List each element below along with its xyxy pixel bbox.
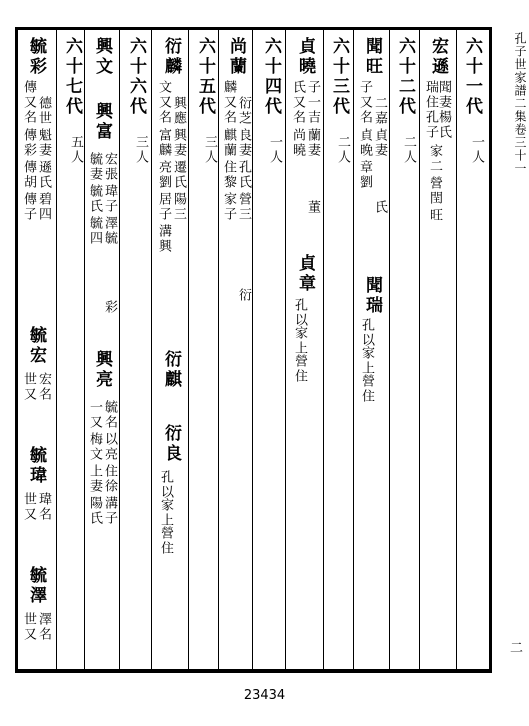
generation-65-count: 三人: [202, 135, 217, 165]
wenwang-line: 氏: [372, 200, 387, 215]
shanglan-line: 麒蘭: [221, 128, 236, 158]
xingliang-line: 上妻: [87, 464, 102, 494]
yucai-line: 德世: [36, 96, 51, 126]
shanglan-line: 衍芝: [236, 96, 251, 126]
generation-62-label: 六十二代: [395, 37, 415, 117]
person-wenwang: 聞旺: [362, 37, 382, 77]
xingfu-line: 宏張: [102, 152, 117, 182]
yucai-line: 遜氏: [36, 160, 51, 190]
yanlin-line: 遷氏: [171, 160, 186, 190]
hongxun-note: 營閏: [427, 176, 442, 206]
generation-61-label: 六十一代: [462, 37, 482, 117]
column-divider: [390, 27, 420, 673]
hongxun-note: 瑞住孔子: [423, 80, 438, 140]
shanglan-line: 營三: [236, 192, 251, 222]
xingliang-line: 梅文: [87, 432, 102, 462]
shanglan-line: 住黎: [221, 160, 236, 190]
zhenzhang-note: 家上: [292, 326, 307, 356]
wenrui-note: 家上: [359, 346, 374, 376]
yucai-line: 傳胡: [21, 160, 36, 190]
wenrui-note: 孔以: [359, 318, 374, 348]
xingfu-line: 毓氏: [87, 184, 102, 214]
person-zhenxiao: 貞曉: [295, 37, 315, 77]
yanlin-line: 興妻: [171, 128, 186, 158]
xingliang-line: 以亮: [102, 432, 117, 462]
person-yanliang: 衍良: [161, 424, 181, 464]
xingliang-line: 溝子: [102, 496, 117, 526]
yanliang-note: 家上: [158, 498, 173, 528]
person-hongxun: 宏遜: [428, 37, 448, 77]
hongxun-note: 家二: [427, 144, 442, 174]
zhenzhang-note: 孔以: [292, 298, 307, 328]
wenwang-line: 子又名: [357, 80, 372, 125]
xingfu-line: 毓四: [87, 216, 102, 246]
yucai-line: 魁妻: [36, 128, 51, 158]
person-zhenzhang: 貞章: [295, 254, 315, 294]
yuze-line: 澤名: [36, 612, 51, 642]
hongxun-note: 聞妻楊氏: [436, 80, 451, 140]
person-xingliang: 興亮: [92, 350, 112, 390]
hongxun-notes: [424, 80, 450, 140]
page-number: 二: [509, 641, 523, 656]
xingliang-line: 陽氏: [87, 496, 102, 526]
column-divider: [57, 27, 85, 673]
page-footer-number: 23434: [243, 688, 286, 703]
xingfu-line: 瑋子: [102, 184, 117, 214]
yanliang-note: 營住: [158, 526, 173, 556]
wenwang-line: 貞晚: [357, 128, 372, 158]
person-yucai: 毓彩: [26, 37, 46, 77]
yanlin-line: 溝興: [156, 224, 171, 254]
yanliang-note: 孔以: [158, 470, 173, 500]
xingliang-line: 一又: [87, 400, 102, 430]
person-xingwen: 興文: [92, 37, 112, 77]
zhenxiao-line: 蘭妻: [305, 128, 320, 158]
generation-65-label: 六十五代: [195, 37, 215, 117]
wenwang-line: 章劉: [357, 160, 372, 190]
xingfu-line: 毓妻: [87, 152, 102, 182]
generation-63-label: 六十三代: [329, 37, 349, 117]
column-divider: [120, 27, 152, 673]
shanglan-line: 孔氏: [236, 160, 251, 190]
generation-66-label: 六十六代: [126, 37, 146, 117]
generation-66-count: 三人: [133, 135, 148, 165]
yuze-line: 世又: [21, 612, 36, 642]
zhenxiao-line: 氏又名: [290, 80, 305, 125]
xingliang-line: 毓名: [102, 400, 117, 430]
generation-61-count: 一人: [469, 135, 484, 165]
person-shanglan: 尚蘭: [226, 37, 246, 77]
yuwei-line: 瑋名: [36, 492, 51, 522]
person-yanqi: 衍麒: [161, 350, 181, 390]
column-divider: [253, 27, 286, 673]
xingliang-line: 住徐: [102, 464, 117, 494]
wenrui-note: 營住: [359, 374, 374, 404]
column-divider: [324, 27, 354, 673]
wenwang-line: 二嘉: [372, 96, 387, 126]
person-xingfu: 興富: [92, 102, 112, 142]
yucai-line: 傳彩: [21, 128, 36, 158]
zhenxiao-line: 尚曉: [290, 128, 305, 158]
yanlin-line: 亮劉: [156, 160, 171, 190]
generation-67-count: 五人: [68, 135, 83, 165]
zhenzhang-note: 營住: [292, 354, 307, 384]
column-divider: [189, 27, 219, 673]
generation-63-count: 二人: [335, 135, 350, 165]
yanlin-line: 富麟: [156, 128, 171, 158]
person-yuwei: 毓瑋: [26, 446, 46, 486]
shanglan-line: 衍: [236, 288, 251, 303]
person-yuhong: 毓宏: [26, 326, 46, 366]
person-wenrui: 聞瑞: [362, 276, 382, 316]
yanlin-line: 居子: [156, 192, 171, 222]
yuwei-line: 世又: [21, 492, 36, 522]
yanlin-line: 興應: [171, 96, 186, 126]
person-yanlin: 衍麟: [161, 37, 181, 77]
xingfu-line: 澤毓: [102, 216, 117, 246]
yanlin-line: 陽三: [171, 192, 186, 222]
person-yuze: 毓澤: [26, 566, 46, 606]
zhenxiao-line: 子一吉: [305, 80, 320, 125]
wenwang-line: 貞妻: [372, 128, 387, 158]
xingfu-line: 彩: [102, 300, 117, 315]
yuhong-line: 世又: [21, 372, 36, 402]
book-title: 孔子世家譜二集卷三十一: [513, 32, 527, 175]
yucai-line: 傳又名: [21, 80, 36, 125]
yucai-line: 傳子: [21, 192, 36, 222]
hongxun-note: 旺: [427, 208, 442, 223]
generation-64-label: 六十四代: [261, 37, 281, 117]
generation-67-label: 六十七代: [62, 37, 82, 117]
generation-62-count: 二人: [401, 135, 416, 165]
zhenxiao-line: 董: [305, 200, 320, 215]
shanglan-line: 家子: [221, 192, 236, 222]
shanglan-line: 麟又名: [221, 80, 236, 125]
shanglan-line: 良妻: [236, 128, 251, 158]
yucai-line: 碧四: [36, 192, 51, 222]
yanlin-line: 文又名: [156, 80, 171, 125]
yuhong-line: 宏名: [36, 372, 51, 402]
generation-64-count: 一人: [267, 135, 282, 165]
